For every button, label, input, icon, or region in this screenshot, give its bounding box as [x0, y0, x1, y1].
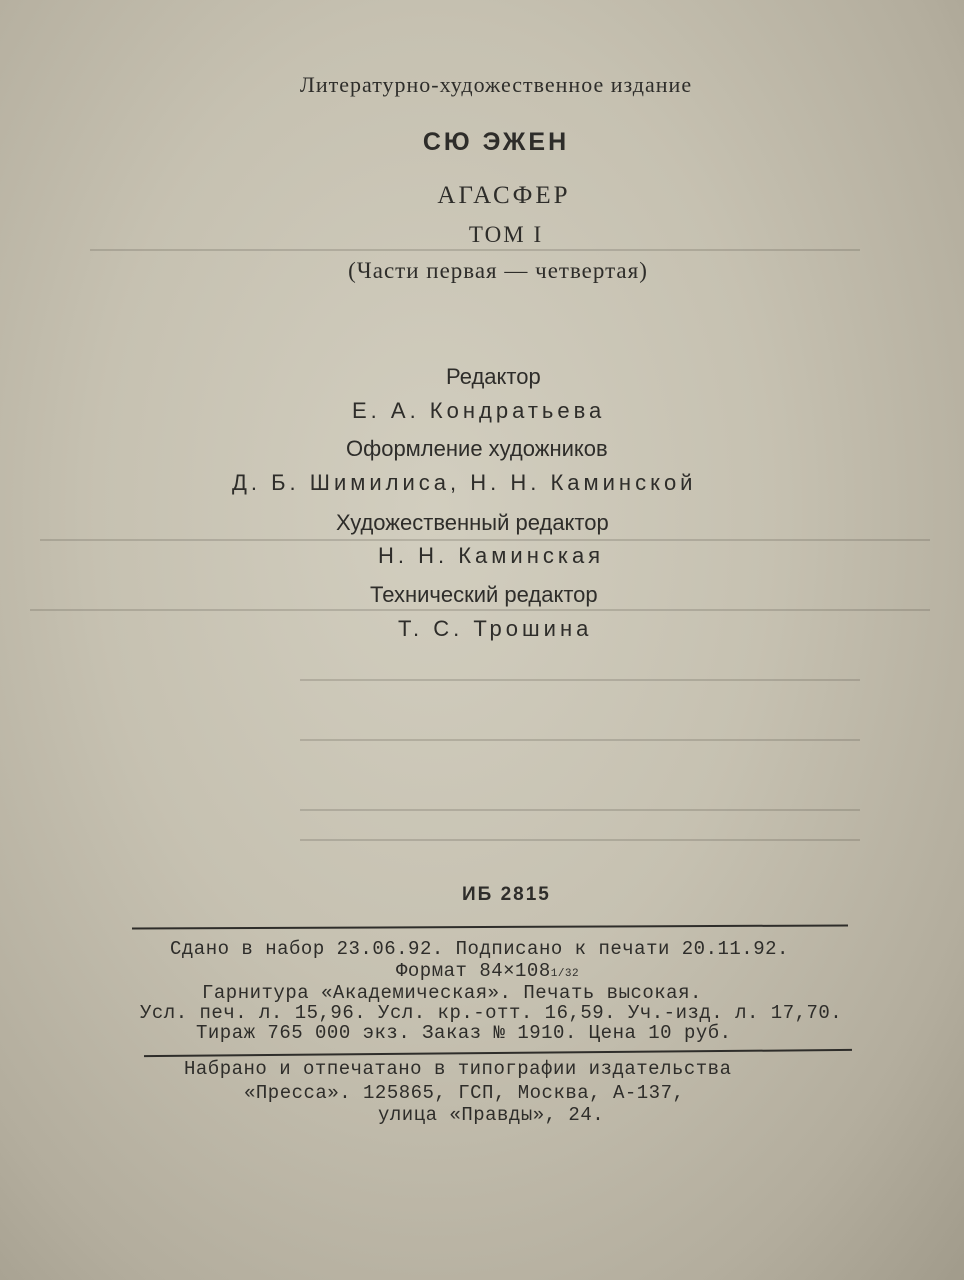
- credit-name-tech-editor: Т. С. Трошина: [398, 616, 593, 641]
- book-title: АГАСФЕР: [437, 182, 571, 209]
- imprint-line-format: [396, 960, 579, 982]
- ib-number: ИБ 2815: [462, 884, 551, 905]
- printer-line-1: Набрано и отпечатано в типографии издательства: [184, 1058, 732, 1080]
- author-name: СЮ ЭЖЕН: [422, 128, 570, 156]
- credit-role-tech-editor: Технический редактор: [370, 582, 598, 607]
- printer-line-2: «Пресса». 125865, ГСП, Москва, А-137,: [244, 1082, 685, 1104]
- imprint-line-dates: Сдано в набор 23.06.92. Подписано к печати 20.11.92.: [170, 938, 789, 960]
- imprint-line-sheets: Усл. печ. л. 15,96. Усл. кр.-отт. 16,59. Уч.-изд. л. 17,70.: [140, 1002, 843, 1024]
- series-label: Литературно-художественное издание: [299, 72, 693, 97]
- credit-role-art-editor: Художественный редактор: [336, 510, 609, 535]
- credit-role-editor: Редактор: [446, 364, 541, 389]
- parts-range: (Части первая — четвертая): [348, 258, 648, 283]
- credit-name-art-editor: Н. Н. Каминская: [378, 543, 605, 568]
- imprint-line-print-run: Тираж 765 000 экз. Заказ № 1910. Цена 10 руб.: [196, 1022, 732, 1044]
- imprint-format-label: Формат 84×108: [396, 960, 551, 982]
- imprint-format-fraction: 1/32: [550, 968, 580, 980]
- credit-name-design: Д. Б. Шимилиса, Н. Н. Каминской: [232, 470, 697, 495]
- printer-line-3: улица «Правды», 24.: [378, 1104, 605, 1126]
- volume-number: ТОМ I: [468, 222, 544, 247]
- credit-role-design: Оформление художников: [346, 436, 608, 461]
- imprint-line-typeface: Гарнитура «Академическая». Печать высокая.: [202, 982, 702, 1004]
- credit-name-editor: Е. А. Кондратьева: [352, 398, 606, 423]
